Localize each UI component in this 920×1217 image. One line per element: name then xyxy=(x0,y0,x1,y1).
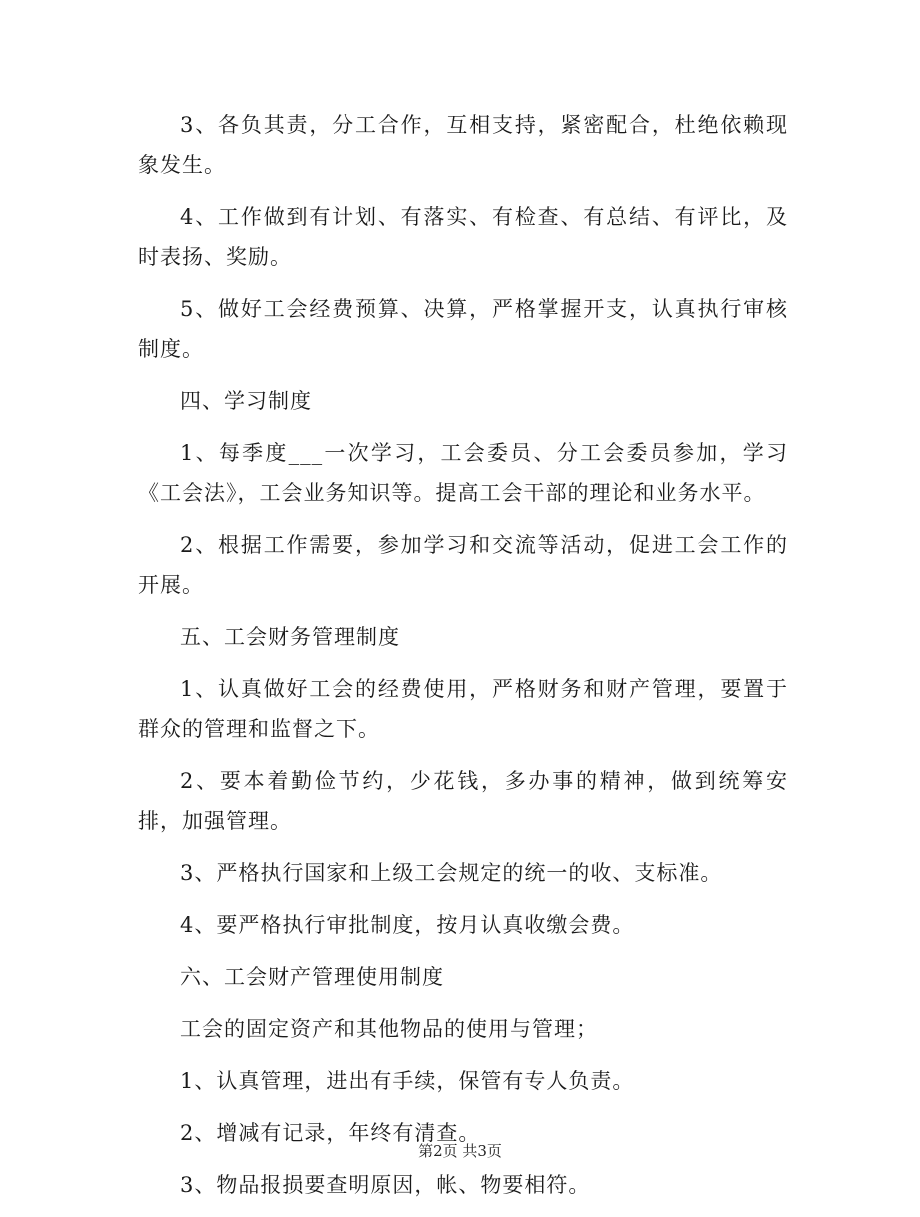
paragraph-study-item-2: 2、根据工作需要，参加学习和交流等活动，促进工会工作的开展。 xyxy=(138,533,788,597)
paragraph-finance-item-1: 1、认真做好工会的经费使用，严格财务和财产管理，要置于群众的管理和监督之下。 xyxy=(138,677,788,741)
document-body xyxy=(138,105,788,1217)
paragraph-property-intro: 工会的固定资产和其他物品的使用与管理； xyxy=(180,1017,598,1041)
section-heading-property-system: 六、工会财产管理使用制度 xyxy=(180,965,444,989)
paragraph-item-5-budget: 5、做好工会经费预算、决算，严格掌握开支，认真执行审核制度。 xyxy=(138,297,788,361)
paragraph-property-item-1: 1、认真管理，进出有手续，保管有专人负责。 xyxy=(180,1069,635,1093)
paragraph-study-item-1: 1、每季度___一次学习，工会委员、分工会委员参加，学习《工会法》，工会业务知识等。提高工会干部的理论和业务水平。 xyxy=(138,441,788,505)
paragraph-finance-item-4: 4、要严格执行审批制度，按月认真收缴会费。 xyxy=(180,913,635,937)
paragraph-item-3-responsibility: 3、各负其责，分工合作，互相支持，紧密配合，杜绝依赖现象发生。 xyxy=(138,113,788,177)
section-heading-study-system: 四、学习制度 xyxy=(180,389,312,413)
paragraph-property-item-3: 3、物品报损要查明原因，帐、物要相符。 xyxy=(180,1173,591,1197)
page-number-footer: 第2页 共3页 xyxy=(418,1142,502,1160)
paragraph-property-item-2: 2、增减有记录，年终有清查。 xyxy=(180,1121,481,1145)
section-heading-finance-system: 五、工会财务管理制度 xyxy=(180,625,400,649)
paragraph-finance-item-3: 3、严格执行国家和上级工会规定的统一的收、支标准。 xyxy=(180,861,723,885)
paragraph-finance-item-2: 2、要本着勤俭节约，少花钱，多办事的精神，做到统筹安排，加强管理。 xyxy=(138,769,788,833)
paragraph-item-4-planning: 4、工作做到有计划、有落实、有检查、有总结、有评比，及时表扬、奖励。 xyxy=(138,205,788,269)
